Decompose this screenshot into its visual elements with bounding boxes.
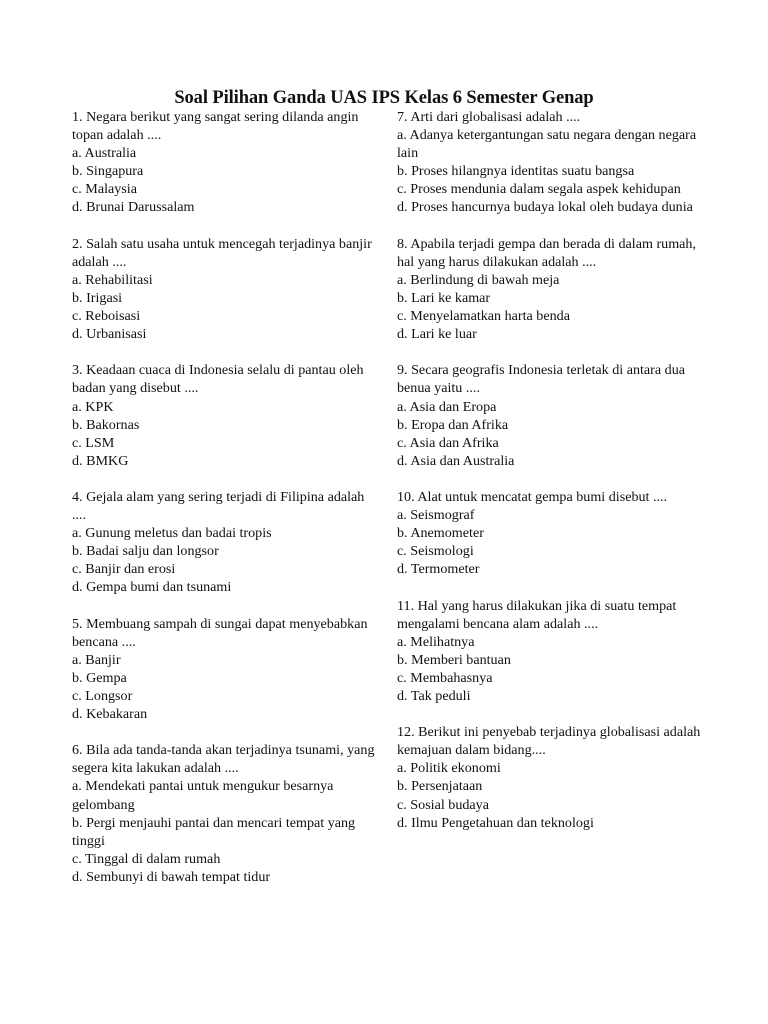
- question-text: 1. Negara berikut yang sangat sering dilanda angin topan adalah ....: [72, 109, 359, 144]
- option-c: c. Menyelamatkan harta benda: [397, 308, 570, 325]
- question-3: [72, 361, 377, 470]
- option-a: a. Asia dan Eropa: [397, 398, 497, 415]
- option-b: b. Badai salju dan longsor: [72, 543, 219, 560]
- option-a: a. KPK: [72, 398, 114, 415]
- option-c: c. Reboisasi: [72, 308, 141, 325]
- question-1: [72, 108, 377, 217]
- question-7: [397, 108, 702, 217]
- option-a: a. Seismograf: [397, 507, 475, 524]
- question-12: [397, 723, 702, 832]
- option-d: d. Kebakaran: [72, 706, 148, 723]
- question-5: [72, 615, 377, 724]
- option-c: c. Longsor: [72, 688, 133, 704]
- question-text: 9. Secara geografis Indonesia terletak di antara dua benua yaitu ....: [397, 362, 686, 397]
- option-b: b. Persenjataan: [397, 778, 483, 795]
- question-text: 11. Hal yang harus dilakukan jika di suatu tempat mengalami bencana alam adalah ....: [397, 597, 677, 632]
- question-text: 7. Arti dari globalisasi adalah ....: [397, 109, 581, 125]
- option-a: a. Politik ekonomi: [397, 760, 501, 777]
- option-b: b. Lari ke kamar: [397, 289, 491, 306]
- question-10: [397, 488, 702, 578]
- left-column: [72, 108, 377, 904]
- question-text: 6. Bila ada tanda-tanda akan terjadinya tsunami, yang segera kita lakukan adalah ....: [72, 742, 375, 777]
- option-a: a. Adanya ketergantungan satu negara dengan negara lain: [397, 127, 697, 162]
- question-11: [397, 597, 702, 706]
- option-c: c. Asia dan Afrika: [397, 434, 499, 451]
- question-text: 5. Membuang sampah di sungai dapat menyebabkan bencana ....: [72, 615, 368, 650]
- question-6: [72, 741, 377, 886]
- option-a: a. Banjir: [72, 651, 121, 668]
- option-d: d. Urbanisasi: [72, 326, 147, 343]
- option-c: c. Banjir dan erosi: [72, 561, 176, 578]
- question-4: [72, 488, 377, 597]
- question-8: [397, 235, 702, 344]
- option-d: d. Brunai Darussalam: [72, 199, 195, 216]
- question-text: 2. Salah satu usaha untuk mencegah terjadinya banjir adalah ....: [72, 235, 372, 270]
- option-b: b. Memberi bantuan: [397, 651, 511, 668]
- option-d: d. Ilmu Pengetahuan dan teknologi: [397, 814, 594, 831]
- option-b: b. Eropa dan Afrika: [397, 416, 509, 433]
- option-b: b. Singapura: [72, 163, 144, 180]
- option-c: c. Tinggal di dalam rumah: [72, 850, 221, 867]
- option-d: d. Gempa bumi dan tsunami: [72, 579, 232, 596]
- question-text: 4. Gejala alam yang sering terjadi di Filipina adalah ....: [72, 488, 365, 524]
- option-a: a. Berlindung di bawah meja: [397, 271, 560, 288]
- question-text: 12. Berikut ini penyebab terjadinya globalisasi adalah kemajuan dalam bidang....: [397, 724, 701, 759]
- option-d: d. Lari ke luar: [397, 326, 477, 343]
- question-9: [397, 361, 702, 470]
- option-d: d. Termometer: [397, 561, 480, 578]
- option-c: c. Proses mendunia dalam segala aspek kehidupan: [397, 181, 681, 198]
- option-a: a. Melihatnya: [397, 633, 475, 650]
- question-2: [72, 235, 377, 344]
- option-c: c. Membahasnya: [397, 669, 493, 686]
- option-b: b. Irigasi: [72, 289, 123, 306]
- option-d: d. Sembunyi di bawah tempat tidur: [72, 868, 271, 885]
- right-column: [397, 108, 702, 850]
- option-b: b. Proses hilangnya identitas suatu bangsa: [397, 163, 635, 180]
- option-b: b. Pergi menjauhi pantai dan mencari tempat yang tinggi: [72, 814, 356, 849]
- option-b: b. Gempa: [72, 669, 127, 686]
- option-a: a. Gunung meletus dan badai tropis: [72, 525, 272, 542]
- option-b: b. Bakornas: [72, 416, 140, 433]
- option-a: a. Mendekati pantai untuk mengukur besarnya gelombang: [72, 778, 334, 813]
- question-text: 10. Alat untuk mencatat gempa bumi disebut ....: [397, 488, 668, 505]
- page-title: Soal Pilihan Ganda UAS IPS Kelas 6 Semester Genap: [174, 88, 594, 108]
- option-d: d. Proses hancurnya budaya lokal oleh budaya dunia: [397, 199, 693, 216]
- question-text: 8. Apabila terjadi gempa dan berada di dalam rumah, hal yang harus dilakukan adalah ....: [397, 235, 696, 270]
- option-c: c. Seismologi: [397, 543, 474, 560]
- option-d: d. BMKG: [72, 452, 129, 469]
- option-a: a. Rehabilitasi: [72, 271, 153, 288]
- option-d: d. Tak peduli: [397, 688, 471, 704]
- option-a: a. Australia: [72, 145, 137, 162]
- option-c: c. Sosial budaya: [397, 796, 489, 813]
- question-text: 3. Keadaan cuaca di Indonesia selalu di pantau oleh badan yang disebut ....: [72, 362, 364, 397]
- option-c: c. Malaysia: [72, 181, 137, 198]
- option-d: d. Asia dan Australia: [397, 452, 515, 469]
- option-b: b. Anemometer: [397, 525, 484, 542]
- option-c: c. LSM: [72, 434, 115, 451]
